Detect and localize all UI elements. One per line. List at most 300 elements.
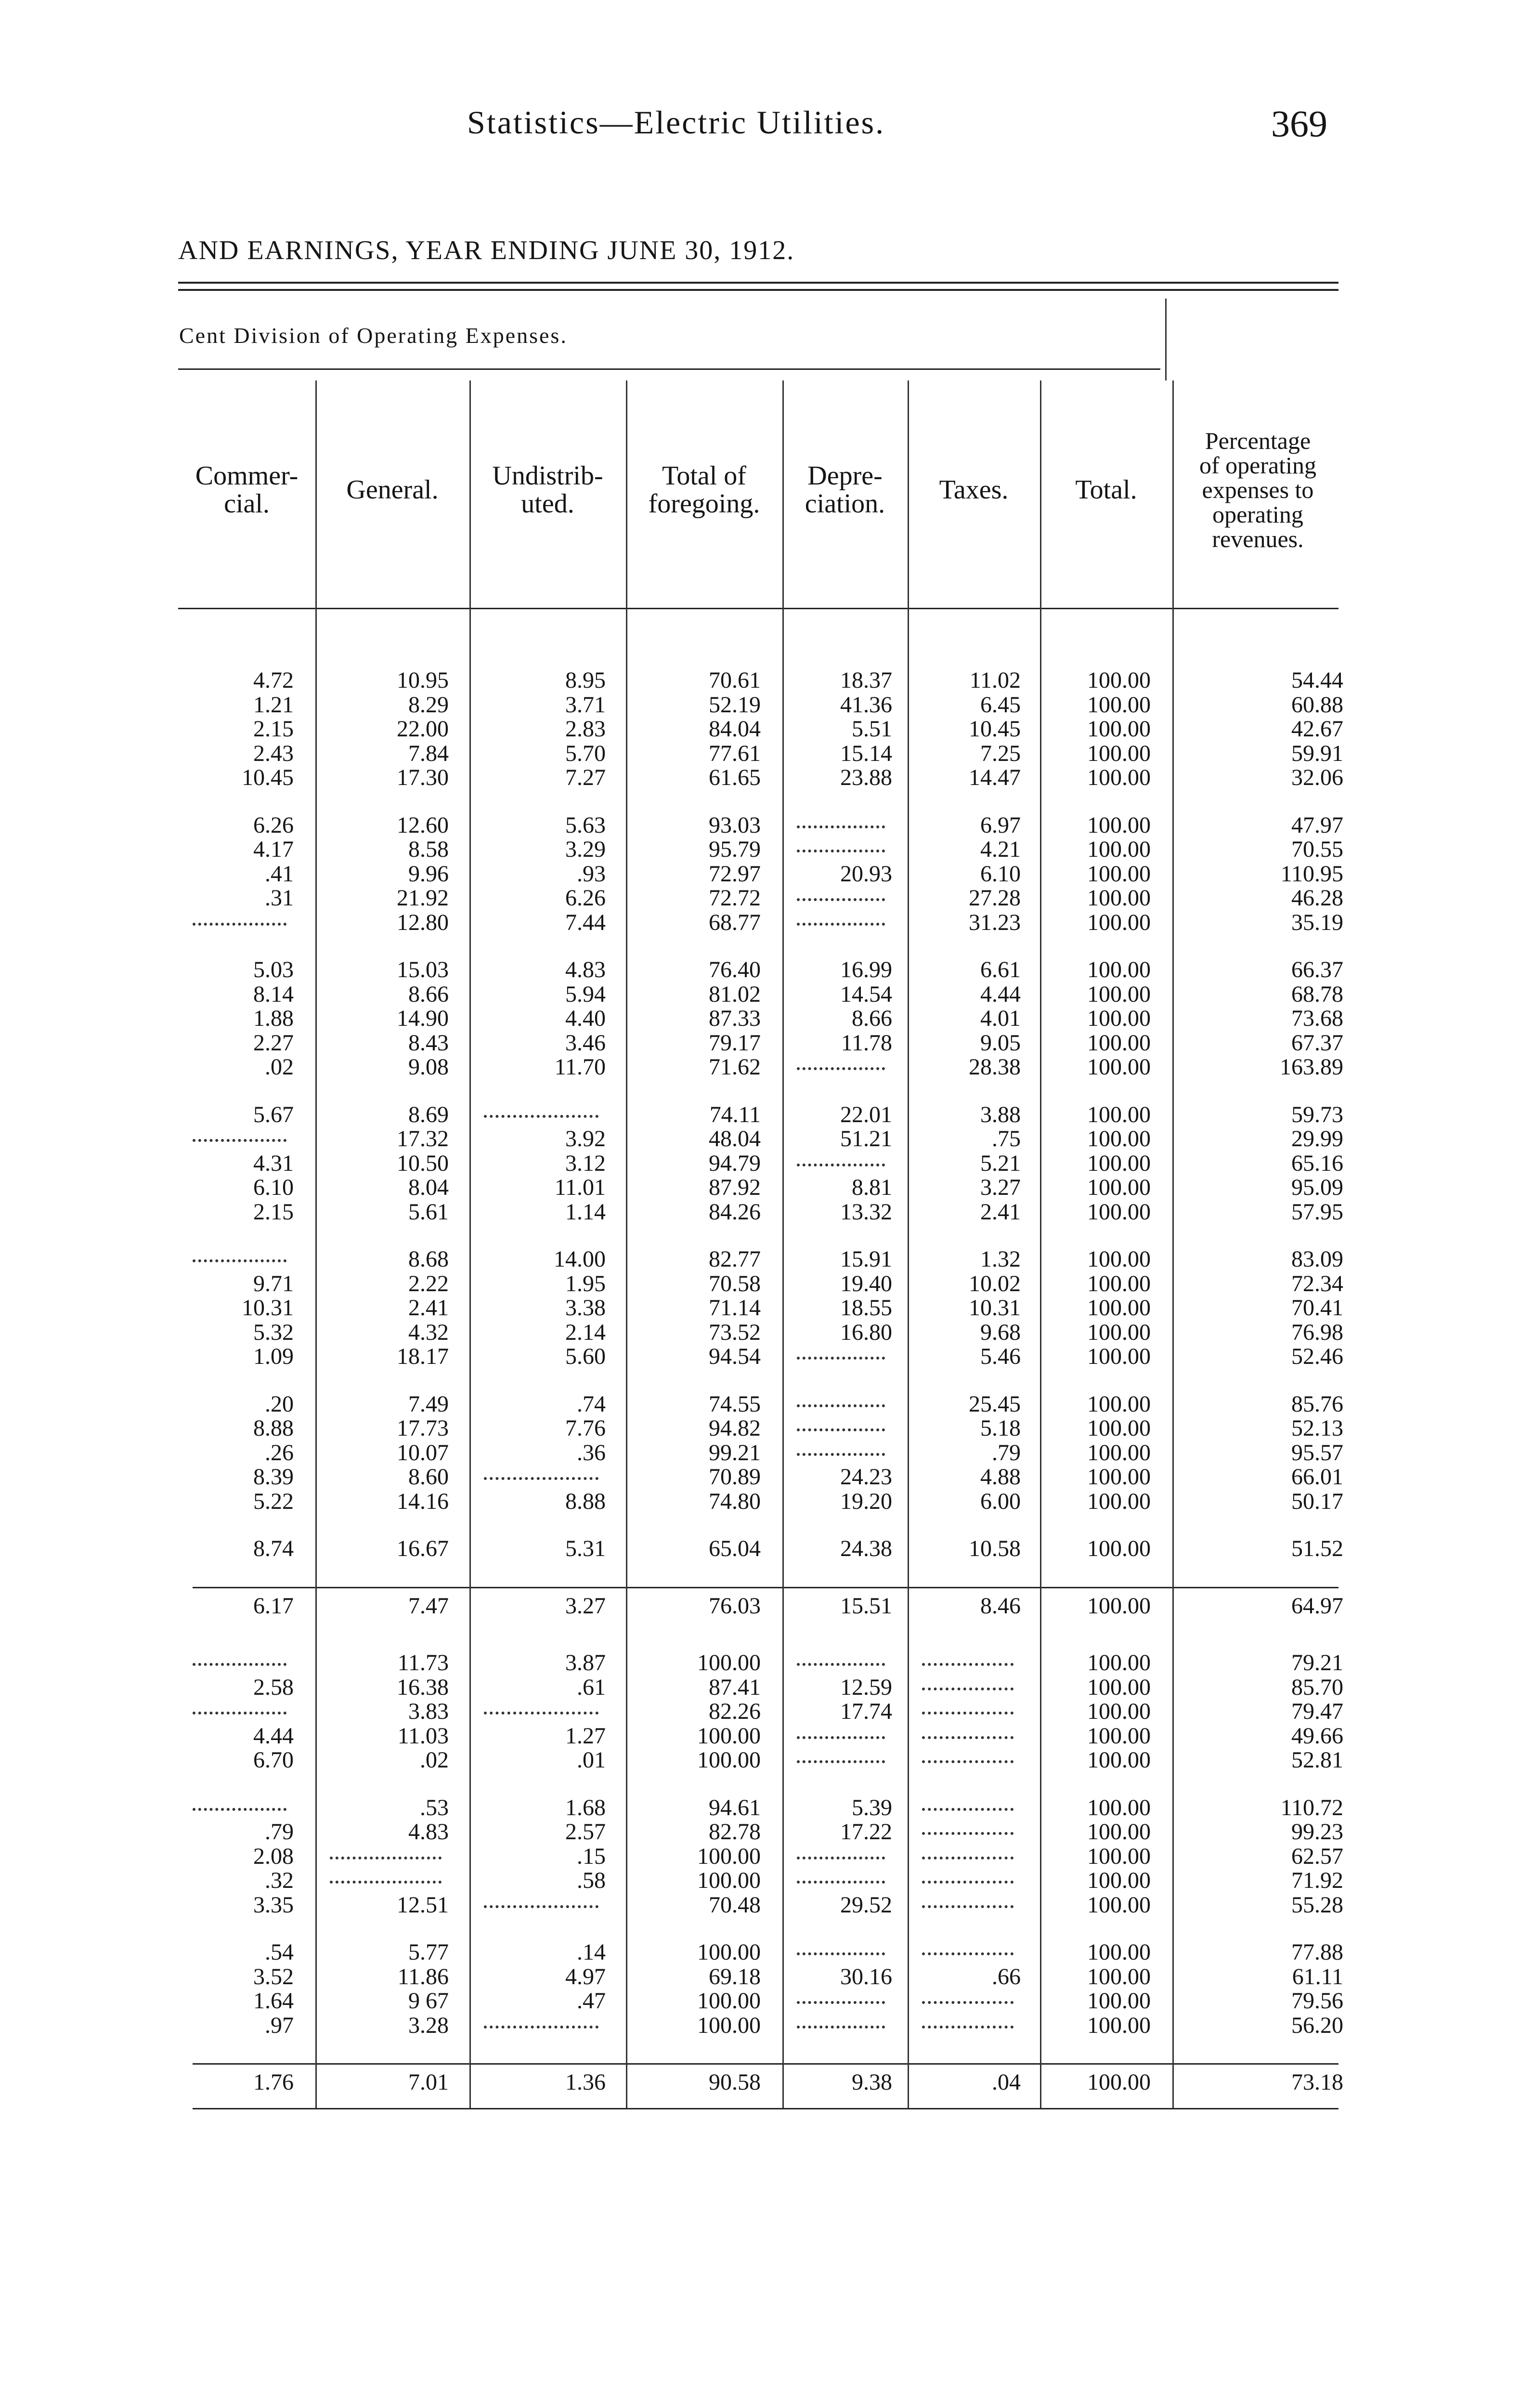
data-cell: 100.00	[1087, 1939, 1151, 1965]
data-cell: .41	[265, 861, 294, 887]
data-cell: 4.40	[565, 1006, 606, 1031]
data-cell: 14.90	[397, 1006, 449, 1031]
empty-cell-leader	[922, 1881, 1013, 1884]
data-cell: 70.41	[1291, 1295, 1343, 1321]
data-cell: 12.51	[397, 1892, 449, 1918]
data-cell: 100.00	[1087, 957, 1151, 982]
empty-cell-leader	[193, 1808, 286, 1811]
data-cell: 4.88	[980, 1464, 1021, 1490]
data-cell: .61	[577, 1674, 606, 1700]
data-cell: 1.95	[565, 1270, 606, 1296]
data-cell: 5.46	[980, 1344, 1021, 1369]
empty-cell-leader	[797, 1663, 885, 1666]
data-cell: 10.07	[397, 1440, 449, 1466]
empty-cell-leader	[922, 2026, 1013, 2028]
col-header-commercial: Commer- cial.	[195, 461, 299, 519]
data-cell: 9.05	[980, 1030, 1021, 1056]
data-cell: 4.31	[253, 1150, 294, 1176]
data-cell: 18.55	[840, 1295, 892, 1321]
data-cell: .75	[992, 1126, 1021, 1152]
data-cell: 100.00	[1087, 1150, 1151, 1176]
data-cell: 100.00	[1087, 1199, 1151, 1225]
data-cell: 2.58	[253, 1674, 294, 1700]
data-cell: 57.95	[1291, 1199, 1343, 1225]
data-cell: 8.29	[408, 692, 449, 718]
data-cell: 12.59	[840, 1674, 892, 1700]
data-cell: 4.72	[253, 667, 294, 693]
col-header-total: Total.	[1075, 474, 1137, 505]
data-cell: .32	[265, 1868, 294, 1893]
data-cell: 100.00	[1087, 861, 1151, 887]
data-cell: 10.45	[969, 716, 1021, 742]
data-cell: 79.17	[709, 1030, 761, 1056]
data-cell: 35.19	[1291, 909, 1343, 935]
header-bottom-rule	[178, 608, 1338, 609]
data-cell: 8.74	[253, 1536, 294, 1561]
data-cell: 100.00	[1087, 1270, 1151, 1296]
data-cell: 1.21	[253, 692, 294, 718]
data-cell: 8.95	[565, 667, 606, 693]
data-cell: 5.31	[565, 1536, 606, 1561]
data-cell: 67.37	[1291, 1030, 1343, 1056]
empty-cell-leader	[797, 1881, 885, 1884]
data-cell: 84.26	[709, 1199, 761, 1225]
total-cell: 9.38	[852, 2069, 892, 2095]
data-cell: 5.51	[852, 716, 892, 742]
data-cell: 8.58	[408, 837, 449, 862]
data-cell: 5.63	[565, 812, 606, 838]
data-cell: 100.00	[1087, 1650, 1151, 1675]
data-cell: 4.01	[980, 1006, 1021, 1031]
data-cell: 29.99	[1291, 1126, 1343, 1152]
column-rule	[1040, 380, 1041, 2108]
data-cell: 99.21	[709, 1440, 761, 1466]
data-cell: 2.27	[253, 1030, 294, 1056]
data-cell: 10.31	[969, 1295, 1021, 1321]
data-cell: 3.12	[565, 1150, 606, 1176]
empty-cell-leader	[922, 1808, 1013, 1811]
data-cell: 65.04	[709, 1536, 761, 1561]
data-cell: 5.67	[253, 1101, 294, 1127]
data-cell: 163.89	[1280, 1054, 1343, 1080]
data-cell: 11.73	[397, 1650, 449, 1675]
empty-cell-leader	[797, 1453, 885, 1456]
data-cell: 23.88	[840, 765, 892, 790]
data-cell: 87.33	[709, 1006, 761, 1031]
data-cell: 9.08	[408, 1054, 449, 1080]
data-cell: 50.17	[1291, 1488, 1343, 1514]
data-cell: 7.49	[408, 1391, 449, 1417]
data-cell: 100.00	[1087, 1344, 1151, 1369]
data-cell: 6.26	[253, 812, 294, 838]
data-cell: 85.76	[1291, 1391, 1343, 1417]
data-cell: 15.91	[840, 1246, 892, 1272]
data-cell: .36	[577, 1440, 606, 1466]
data-cell: .31	[265, 885, 294, 911]
data-cell: 100.00	[1087, 1319, 1151, 1345]
data-cell: 100.00	[1087, 981, 1151, 1007]
data-cell: .53	[420, 1794, 449, 1820]
empty-cell-leader	[922, 1952, 1013, 1955]
empty-cell-leader	[797, 825, 885, 828]
data-cell: 94.79	[709, 1150, 761, 1176]
data-cell: 24.38	[840, 1536, 892, 1561]
data-cell: 11.01	[554, 1175, 606, 1200]
data-cell: 6.00	[980, 1488, 1021, 1514]
data-cell: 12.60	[397, 812, 449, 838]
data-cell: 6.45	[980, 692, 1021, 718]
data-cell: .02	[420, 1747, 449, 1773]
data-cell: 13.32	[840, 1199, 892, 1225]
data-cell: 51.52	[1291, 1536, 1343, 1561]
data-cell: 9.68	[980, 1319, 1021, 1345]
data-cell: 17.30	[397, 765, 449, 790]
data-cell: 42.67	[1291, 716, 1343, 742]
data-cell: 2.41	[980, 1199, 1021, 1225]
data-cell: 100.00	[1087, 1488, 1151, 1514]
data-cell: .20	[265, 1391, 294, 1417]
empty-cell-leader	[797, 2001, 885, 2004]
data-cell: 14.00	[554, 1246, 606, 1272]
data-cell: 100.00	[1087, 885, 1151, 911]
column-rule	[626, 380, 627, 2108]
data-cell: 100.00	[1087, 1819, 1151, 1845]
total-cell: 7.47	[408, 1593, 449, 1619]
data-cell: 22.01	[840, 1101, 892, 1127]
data-cell: 28.38	[969, 1054, 1021, 1080]
data-cell: 8.69	[408, 1101, 449, 1127]
data-cell: 87.92	[709, 1175, 761, 1200]
total-cell: 73.18	[1291, 2069, 1343, 2095]
data-cell: 74.80	[709, 1488, 761, 1514]
data-cell: 70.89	[709, 1464, 761, 1490]
total-cell: 1.36	[565, 2069, 606, 2095]
col-header-pct-revenues: Percentage of operating expenses to operating revenues.	[1199, 427, 1316, 552]
data-cell: 16.38	[397, 1674, 449, 1700]
data-cell: 76.98	[1291, 1319, 1343, 1345]
data-cell: 71.62	[709, 1054, 761, 1080]
empty-cell-leader	[922, 1832, 1013, 1835]
data-cell: 17.22	[840, 1819, 892, 1845]
col-header-general: General.	[346, 474, 439, 505]
data-cell: 16.67	[397, 1536, 449, 1561]
col-header-undistributed: Undistrib- uted.	[492, 461, 603, 519]
data-cell: 100.00	[1087, 2012, 1151, 2038]
column-rule	[1165, 299, 1167, 380]
data-cell: 21.92	[397, 885, 449, 911]
data-cell: 77.88	[1291, 1939, 1343, 1965]
data-cell: 3.46	[565, 1030, 606, 1056]
data-cell: 100.00	[1087, 1440, 1151, 1466]
data-cell: 1.68	[565, 1794, 606, 1820]
empty-cell-leader	[484, 1712, 598, 1714]
data-cell: 16.99	[840, 957, 892, 982]
empty-cell-leader	[922, 1760, 1013, 1763]
data-cell: 62.57	[1291, 1843, 1343, 1869]
data-cell: 2.41	[408, 1295, 449, 1321]
empty-cell-leader	[922, 2001, 1013, 2004]
data-cell: .74	[577, 1391, 606, 1417]
empty-cell-leader	[797, 1404, 885, 1407]
data-cell: 1.88	[253, 1006, 294, 1031]
data-cell: 41.36	[840, 692, 892, 718]
empty-cell-leader	[922, 1688, 1013, 1690]
data-cell: 4.44	[253, 1723, 294, 1749]
data-cell: 100.00	[1087, 765, 1151, 790]
column-rule	[315, 380, 317, 2108]
table-heading: AND EARNINGS, YEAR ENDING JUNE 30, 1912.	[178, 236, 795, 265]
data-cell: 4.97	[565, 1963, 606, 1989]
data-cell: 10.58	[969, 1536, 1021, 1561]
data-cell: 52.13	[1291, 1415, 1343, 1441]
data-cell: 94.54	[709, 1344, 761, 1369]
data-cell: 70.55	[1291, 837, 1343, 862]
total-cell: 76.03	[709, 1593, 761, 1619]
data-cell: 3.83	[408, 1699, 449, 1724]
data-cell: 100.00	[1087, 1464, 1151, 1490]
data-cell: 100.00	[1087, 1699, 1151, 1724]
data-cell: 2.15	[253, 1199, 294, 1225]
data-cell: 6.10	[253, 1175, 294, 1200]
total-cell: 90.58	[709, 2069, 761, 2095]
empty-cell-leader	[330, 1881, 442, 1884]
empty-cell-leader	[193, 1712, 286, 1714]
data-cell: 100.00	[1087, 1963, 1151, 1989]
data-cell: 68.77	[709, 909, 761, 935]
data-cell: 6.97	[980, 812, 1021, 838]
data-cell: 100.00	[1087, 1747, 1151, 1773]
data-cell: .01	[577, 1747, 606, 1773]
data-cell: 4.83	[408, 1819, 449, 1845]
empty-cell-leader	[797, 1736, 885, 1739]
data-cell: 70.58	[709, 1270, 761, 1296]
total-cell: 6.17	[253, 1593, 294, 1619]
data-cell: 82.78	[709, 1819, 761, 1845]
data-cell: 93.03	[709, 812, 761, 838]
data-cell: 66.01	[1291, 1464, 1343, 1490]
data-cell: 16.80	[840, 1319, 892, 1345]
data-cell: 72.97	[709, 861, 761, 887]
data-cell: 5.21	[980, 1150, 1021, 1176]
empty-cell-leader	[330, 1857, 442, 1859]
empty-cell-leader	[922, 1712, 1013, 1714]
data-cell: 2.43	[253, 740, 294, 766]
data-cell: 3.27	[980, 1175, 1021, 1200]
data-cell: 32.06	[1291, 765, 1343, 790]
data-cell: 69.18	[709, 1963, 761, 1989]
table-bottom-rule	[193, 2108, 1338, 2109]
data-cell: .79	[992, 1440, 1021, 1466]
data-cell: 10.45	[242, 765, 294, 790]
data-cell: 100.00	[697, 1868, 761, 1893]
empty-cell-leader	[193, 1663, 286, 1666]
data-cell: 77.61	[709, 740, 761, 766]
empty-cell-leader	[193, 923, 286, 926]
empty-cell-leader	[797, 1357, 885, 1360]
data-cell: 1.32	[980, 1246, 1021, 1272]
data-cell: 100.00	[1087, 1843, 1151, 1869]
data-cell: 8.43	[408, 1030, 449, 1056]
total-cell: 15.51	[840, 1593, 892, 1619]
data-cell: 95.57	[1291, 1440, 1343, 1466]
column-rule	[782, 380, 784, 2108]
empty-cell-leader	[484, 1477, 598, 1480]
empty-cell-leader	[922, 1663, 1013, 1666]
data-cell: 99.23	[1291, 1819, 1343, 1845]
data-cell: 3.92	[565, 1126, 606, 1152]
data-cell: 54.44	[1291, 667, 1343, 693]
data-cell: 17.73	[397, 1415, 449, 1441]
data-cell: .02	[265, 1054, 294, 1080]
data-cell: 100.00	[1087, 837, 1151, 862]
data-cell: 5.61	[408, 1199, 449, 1225]
data-cell: 7.84	[408, 740, 449, 766]
data-cell: 73.52	[709, 1319, 761, 1345]
data-cell: 100.00	[1087, 1988, 1151, 2014]
data-cell: 5.22	[253, 1488, 294, 1514]
data-cell: 100.00	[697, 2012, 761, 2038]
data-cell: 14.16	[397, 1488, 449, 1514]
data-cell: 6.26	[565, 885, 606, 911]
data-cell: 11.70	[554, 1054, 606, 1080]
empty-cell-leader	[922, 1736, 1013, 1739]
data-cell: 110.72	[1280, 1794, 1343, 1820]
total-cell: 7.01	[408, 2069, 449, 2095]
data-cell: 5.18	[980, 1415, 1021, 1441]
data-cell: .15	[577, 1843, 606, 1869]
data-cell: 100.00	[697, 1747, 761, 1773]
data-cell: 4.32	[408, 1319, 449, 1345]
data-cell: 56.20	[1291, 2012, 1343, 2038]
data-cell: 15.14	[840, 740, 892, 766]
data-cell: 5.60	[565, 1344, 606, 1369]
data-cell: 5.03	[253, 957, 294, 982]
data-cell: 100.00	[1087, 1868, 1151, 1893]
data-cell: 5.39	[852, 1794, 892, 1820]
empty-cell-leader	[193, 1259, 286, 1262]
data-cell: 100.00	[1087, 692, 1151, 718]
data-cell: 2.08	[253, 1843, 294, 1869]
data-cell: 47.97	[1291, 812, 1343, 838]
data-cell: 30.16	[840, 1963, 892, 1989]
empty-cell-leader	[797, 2026, 885, 2028]
empty-cell-leader	[484, 1905, 598, 1908]
data-cell: .26	[265, 1440, 294, 1466]
empty-cell-leader	[484, 1115, 598, 1118]
data-cell: 100.00	[1087, 1723, 1151, 1749]
data-cell: 8.04	[408, 1175, 449, 1200]
data-cell: 18.17	[397, 1344, 449, 1369]
data-cell: .14	[577, 1939, 606, 1965]
data-cell: 25.45	[969, 1391, 1021, 1417]
data-cell: 100.00	[1087, 1175, 1151, 1200]
total-cell: 1.76	[253, 2069, 294, 2095]
data-cell: 3.35	[253, 1892, 294, 1918]
data-cell: 52.19	[709, 692, 761, 718]
double-rule-top	[178, 282, 1338, 284]
data-cell: 74.55	[709, 1391, 761, 1417]
data-cell: 5.70	[565, 740, 606, 766]
data-cell: 100.00	[1087, 1794, 1151, 1820]
total-cell: .04	[992, 2069, 1021, 2095]
data-cell: 1.14	[565, 1199, 606, 1225]
data-cell: 87.41	[709, 1674, 761, 1700]
data-cell: 83.09	[1291, 1246, 1343, 1272]
data-cell: 100.00	[697, 1843, 761, 1869]
data-cell: 9 67	[408, 1988, 449, 2014]
data-cell: 8.39	[253, 1464, 294, 1490]
data-cell: 7.76	[565, 1415, 606, 1441]
data-cell: 65.16	[1291, 1150, 1343, 1176]
data-cell: 5.94	[565, 981, 606, 1007]
data-cell: 1.09	[253, 1344, 294, 1369]
data-cell: 100.00	[697, 1723, 761, 1749]
data-cell: 4.44	[980, 981, 1021, 1007]
data-cell: 66.37	[1291, 957, 1343, 982]
total-cell: 8.46	[980, 1593, 1021, 1619]
data-cell: 84.04	[709, 716, 761, 742]
col-header-taxes: Taxes.	[939, 474, 1009, 505]
data-cell: 100.00	[1087, 1006, 1151, 1031]
empty-cell-leader	[797, 923, 885, 926]
empty-cell-leader	[797, 850, 885, 852]
data-cell: 59.91	[1291, 740, 1343, 766]
data-cell: 11.78	[841, 1030, 892, 1056]
data-cell: 82.26	[709, 1699, 761, 1724]
data-cell: 3.52	[253, 1963, 294, 1989]
data-cell: 61.11	[1292, 1963, 1343, 1989]
data-cell: 27.28	[969, 885, 1021, 911]
data-cell: 4.17	[253, 837, 294, 862]
data-cell: 6.10	[980, 861, 1021, 887]
data-cell: 4.21	[980, 837, 1021, 862]
total-cell: 100.00	[1087, 2069, 1151, 2095]
data-cell: 9.71	[253, 1270, 294, 1296]
data-cell: 100.00	[1087, 1246, 1151, 1272]
data-cell: 73.68	[1291, 1006, 1343, 1031]
data-cell: 76.40	[709, 957, 761, 982]
empty-cell-leader	[922, 1905, 1013, 1908]
data-cell: 8.68	[408, 1246, 449, 1272]
data-cell: 51.21	[840, 1126, 892, 1152]
data-cell: 79.56	[1291, 1988, 1343, 2014]
col-header-depreciation: Depre- ciation.	[805, 461, 885, 519]
total-rule-11	[193, 2063, 1338, 2065]
data-cell: 5.77	[408, 1939, 449, 1965]
data-cell: 20.93	[840, 861, 892, 887]
data-cell: 94.82	[709, 1415, 761, 1441]
data-cell: 100.00	[1087, 1101, 1151, 1127]
data-cell: 100.00	[1087, 1674, 1151, 1700]
data-cell: 72.34	[1291, 1270, 1343, 1296]
column-rule	[908, 380, 909, 2108]
data-cell: 100.00	[1087, 1126, 1151, 1152]
data-cell: 8.60	[408, 1464, 449, 1490]
data-cell: 82.77	[709, 1246, 761, 1272]
data-cell: 46.28	[1291, 885, 1343, 911]
data-cell: 10.31	[242, 1295, 294, 1321]
data-cell: 48.04	[709, 1126, 761, 1152]
running-head: Statistics—Electric Utilities.	[467, 104, 885, 141]
empty-cell-leader	[922, 1857, 1013, 1859]
empty-cell-leader	[797, 1428, 885, 1431]
data-cell: 6.70	[253, 1747, 294, 1773]
data-cell: 12.80	[397, 909, 449, 935]
data-cell: .54	[265, 1939, 294, 1965]
data-cell: 1.64	[253, 1988, 294, 2014]
data-cell: 100.00	[1087, 812, 1151, 838]
data-cell: 18.37	[840, 667, 892, 693]
